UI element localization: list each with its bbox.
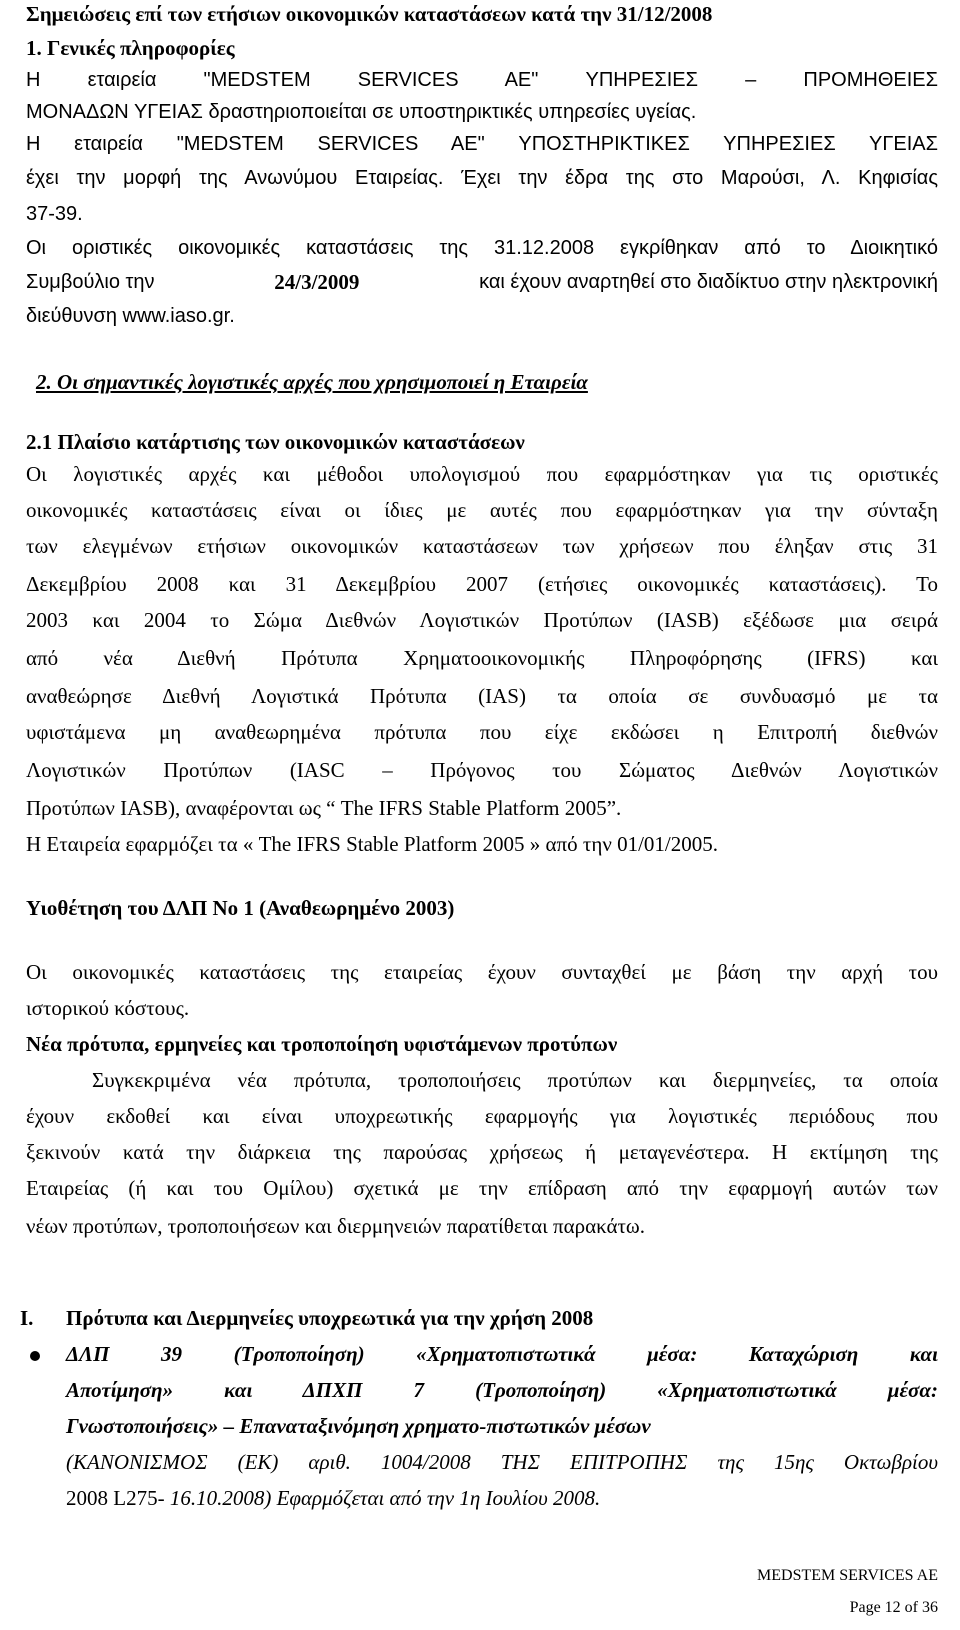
section-2-heading: 2. Οι σημαντικές λογιστικές αρχές που χρησιμοποιεί η Εταιρεία xyxy=(36,370,588,394)
sec1-line-3: Η εταιρεία "MEDSTEM SERVICES AE" ΥΠΟΣΤΗΡΙΚΤΙΚΕΣ ΥΠΗΡΕΣΙΕΣ ΥΓΕΙΑΣ xyxy=(26,133,938,155)
new-std-line-3: ξεκινούν κατά την διάρκεια της παρούσας χρήσεως ή μεταγενέστερα. Η εκτίμηση της xyxy=(26,1140,938,1164)
new-std-line-1: Συγκεκριμένα νέα πρότυπα, τροποποιήσεις προτύπων και διερμηνείες, τα οποία xyxy=(92,1068,938,1092)
bullet-line-2: Αποτίμηση» και ΔΠΧΠ 7 (Τροποποίηση) «Χρηματοπιστωτικά μέσα: xyxy=(66,1378,938,1402)
sec21-line-8: υφιστάμενα μη αναθεωρημένα πρότυπα που είχε εκδώσει η Επιτροπή διεθνών xyxy=(26,720,938,744)
bullet-icon xyxy=(30,1351,40,1361)
sec21-line-11: Η Εταιρεία εφαρμόζει τα « The IFRS Stable Platform 2005 » από την 01/01/2005. xyxy=(26,832,718,856)
sec21-line-4: Δεκεμβρίου 2008 και 31 Δεκεμβρίου 2007 (ετήσιες οικονομικές καταστάσεις). Το xyxy=(26,572,938,596)
sec21-line-6: από νέα Διεθνή Πρότυπα Χρηματοοικονομικής Πληροφόρησης (IFRS) και xyxy=(26,646,938,670)
new-std-line-4: Εταιρείας (ή και του Ομίλου) σχετικά με την επίδραση από την εφαρμογή αυτών των xyxy=(26,1176,938,1200)
document-title: Σημειώσεις επί των ετήσιων οικονομικών καταστάσεων κατά την 31/12/2008 xyxy=(26,2,713,26)
sec1-line-7-end: και έχουν αναρτηθεί στο διαδίκτυο στην ηλεκτρονική xyxy=(479,271,938,293)
new-standards-heading: Νέα πρότυπα, ερμηνείες και τροποποίηση υφιστάμενων προτύπων xyxy=(26,1032,618,1056)
dlp1-heading: Υιοθέτηση του ΔΛΠ Νο 1 (Αναθεωρημένο 2003) xyxy=(26,896,455,920)
bullet-line-3: Γνωστοποιήσεις» – Επαναταξινόμηση χρηματο-πιστωτικών μέσων xyxy=(66,1414,651,1438)
dlp1-line-1: Οι οικονομικές καταστάσεις της εταιρείας έχουν συνταχθεί με βάση την αρχή του xyxy=(26,960,938,984)
bullet-line-5-end: 16.10.2008) Εφαρμόζεται από την 1η Ιουλίου 2008. xyxy=(164,1486,601,1510)
sec1-line-5: 37-39. xyxy=(26,203,83,225)
section-I-number: I. xyxy=(20,1306,34,1330)
sec1-line-4: έχει την μορφή της Ανωνύμου Εταιρείας. Έχει την έδρα της στο Μαρούσι, Λ. Κηφισίας xyxy=(26,167,938,189)
bullet-line-4: (ΚΑΝΟΝΙΣΜΟΣ (ΕΚ) αριθ. 1004/2008 ΤΗΣ ΕΠΙΤΡΟΠΗΣ της 15ης Οκτωβρίου xyxy=(66,1450,938,1474)
dlp1-line-2: ιστορικού κόστους. xyxy=(26,996,190,1020)
sec21-line-10: Προτύπων IASB), αναφέρονται ως “ The IFRS Stable Platform 2005”. xyxy=(26,796,622,820)
sec1-line-6: Οι οριστικές οικονομικές καταστάσεις της 31.12.2008 εγκρίθηκαν από το Διοικητικό xyxy=(26,237,938,259)
section-2-1-heading: 2.1 Πλαίσιο κατάρτισης των οικονομικών καταστάσεων xyxy=(26,430,525,454)
sec21-line-9: Λογιστικών Προτύπων (IASC – Πρόγονος του Σώματος Διεθνών Λογιστικών xyxy=(26,758,938,782)
footer-page-number: Page 12 of 36 xyxy=(849,1599,938,1616)
sec1-line-7-start: Συμβούλιο την xyxy=(26,271,155,293)
footer-company: MEDSTEM SERVICES AE xyxy=(757,1567,938,1584)
sec21-line-7: αναθεώρησε Διεθνή Λογιστικά Πρότυπα (IAS) τα οποία σε συνδυασμό με τα xyxy=(26,684,938,708)
section-1-heading: 1. Γενικές πληροφορίες xyxy=(26,36,235,60)
sec1-line-8: διεύθυνση www.iaso.gr. xyxy=(26,305,235,327)
approval-date: 24/3/2009 xyxy=(274,270,360,294)
bullet-line-5-start: 2008 L275- xyxy=(66,1486,165,1510)
new-std-line-2: έχουν εκδοθεί και είναι υποχρεωτικής εφαρμογής για λογιστικές περιόδους που xyxy=(26,1104,938,1128)
sec21-line-3: των ελεγμένων ετήσιων οικονομικών καταστάσεων των χρήσεων που έληξαν στις 31 xyxy=(26,534,938,558)
sec1-line-1: Η εταιρεία "MEDSTEM SERVICES AE" ΥΠΗΡΕΣΙΕΣ – ΠΡΟΜΗΘΕΙΕΣ xyxy=(26,69,938,91)
bullet-line-5 xyxy=(66,1484,938,1512)
sec21-line-5: 2003 και 2004 το Σώμα Διεθνών Λογιστικών Προτύπων (IASB) εξέδωσε μια σειρά xyxy=(26,608,938,632)
sec1-line-7 xyxy=(26,268,938,296)
sec21-line-1: Οι λογιστικές αρχές και μέθοδοι υπολογισμού που εφαρμόστηκαν για τις οριστικές xyxy=(26,462,938,486)
bullet-line-1: ΔΛΠ 39 (Τροποποίηση) «Χρηματοπιστωτικά μέσα: Καταχώριση και xyxy=(66,1342,938,1366)
sec21-line-2: οικονομικές καταστάσεις είναι οι ίδιες με αυτές που εφαρμόστηκαν για την σύνταξη xyxy=(26,498,938,522)
new-std-line-5: νέων προτύπων, τροποποιήσεων και διερμηνειών παρατίθεται παρακάτω. xyxy=(26,1214,645,1238)
sec1-line-2: ΜΟΝΑΔΩΝ ΥΓΕΙΑΣ δραστηριοποιείται σε υποστηρικτικές υπηρεσίες υγείας. xyxy=(26,101,697,123)
section-I-heading: Πρότυπα και Διερμηνείες υποχρεωτικά για την χρήση 2008 xyxy=(66,1306,594,1330)
